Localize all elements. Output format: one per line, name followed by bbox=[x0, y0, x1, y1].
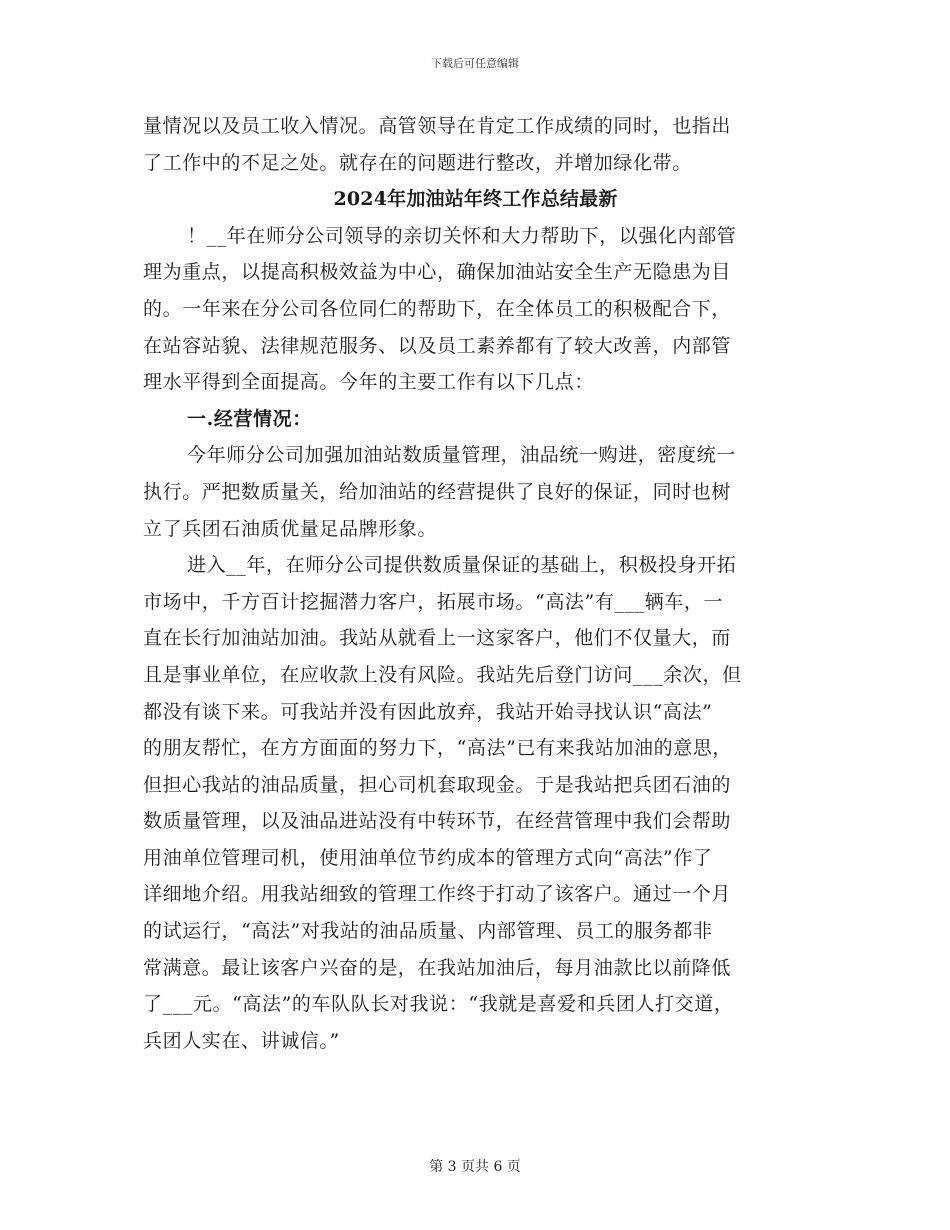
paragraph-line: 详细地介绍。用我站细致的管理工作终于打动了该客户。通过一个月 bbox=[143, 883, 732, 906]
paragraph-line: 且是事业单位，在应收款上没有风险。我站先后登门访问___余次，但 bbox=[143, 663, 742, 686]
paragraph-line: 执行。严把数质量关，给加油站的经营提供了良好的保证，同时也树 bbox=[143, 480, 732, 503]
paragraph-line: ！__年在师分公司领导的亲切关怀和大力帮助下，以强化内部管 bbox=[187, 224, 737, 247]
section-title: 2024年加油站年终工作总结最新 bbox=[333, 188, 618, 211]
paragraph-line: 数质量管理，以及油品进站没有中转环节，在经营管理中我们会帮助 bbox=[143, 810, 732, 833]
subheading: 一.经营情况： bbox=[187, 407, 312, 430]
paragraph-line: 立了兵团石油质优量足品牌形象。 bbox=[143, 517, 438, 540]
document-body bbox=[143, 108, 808, 1059]
paragraph-line: 理为重点，以提高积极效益为中心，确保加油站安全生产无隐患为目 bbox=[143, 261, 732, 284]
paragraph-line: 兵团人实在、讲诚信。” bbox=[143, 1029, 340, 1052]
paragraph-line: 的试运行，“高法”对我站的油品质量、内部管理、员工的服务都非 bbox=[143, 920, 713, 943]
paragraph-line: 市场中，千方百计挖掘潜力客户，拓展市场。“高法”有___辆车，一 bbox=[143, 590, 724, 613]
paragraph-line: 都没有谈下来。可我站并没有因此放弃，我站开始寻找认识“高法” bbox=[143, 700, 713, 723]
paragraph-line: 直在长行加油站加油。我站从就看上一这家客户，他们不仅量大，而 bbox=[143, 627, 732, 650]
page-number: 第 3 页共 6 页 bbox=[429, 1159, 521, 1175]
paragraph-line: 常满意。最让该客户兴奋的是，在我站加油后，每月油款比以前降低 bbox=[143, 956, 732, 979]
paragraph-line: 进入__年，在师分公司提供数质量保证的基础上，积极投身开拓 bbox=[187, 554, 737, 577]
paragraph-line: 量情况以及员工收入情况。高管领导在肯定工作成绩的同时，也指出 bbox=[143, 115, 732, 137]
paragraph-line: 今年师分公司加强加油站数质量管理，油品统一购进，密度统一 bbox=[187, 444, 736, 467]
paragraph-line: 的朋友帮忙，在方方面面的努力下，“高法”已有来我站加油的意思， bbox=[143, 737, 733, 760]
page-header-note: 下载后可任意编辑 bbox=[431, 57, 519, 70]
paragraph-line: 用油单位管理司机，使用油单位节约成本的管理方式向“高法”作了 bbox=[143, 846, 713, 869]
paragraph-line: 的。一年来在分公司各位同仁的帮助下，在全体员工的积极配合下， bbox=[143, 297, 732, 320]
paragraph-line: 了___元。“高法”的车队队长对我说：“我就是喜爱和兵团人打交道， bbox=[143, 993, 734, 1016]
paragraph-line: 理水平得到全面提高。今年的主要工作有以下几点： bbox=[143, 371, 594, 394]
paragraph-line: 了工作中的不足之处。就存在的问题进行整改，并增加绿化带。 bbox=[143, 151, 692, 174]
paragraph-line: 但担心我站的油品质量，担心司机套取现金。于是我站把兵团石油的 bbox=[143, 773, 732, 796]
paragraph-line: 在站容站貌、法律规范服务、以及员工素养都有了较大改善，内部管 bbox=[143, 334, 732, 357]
